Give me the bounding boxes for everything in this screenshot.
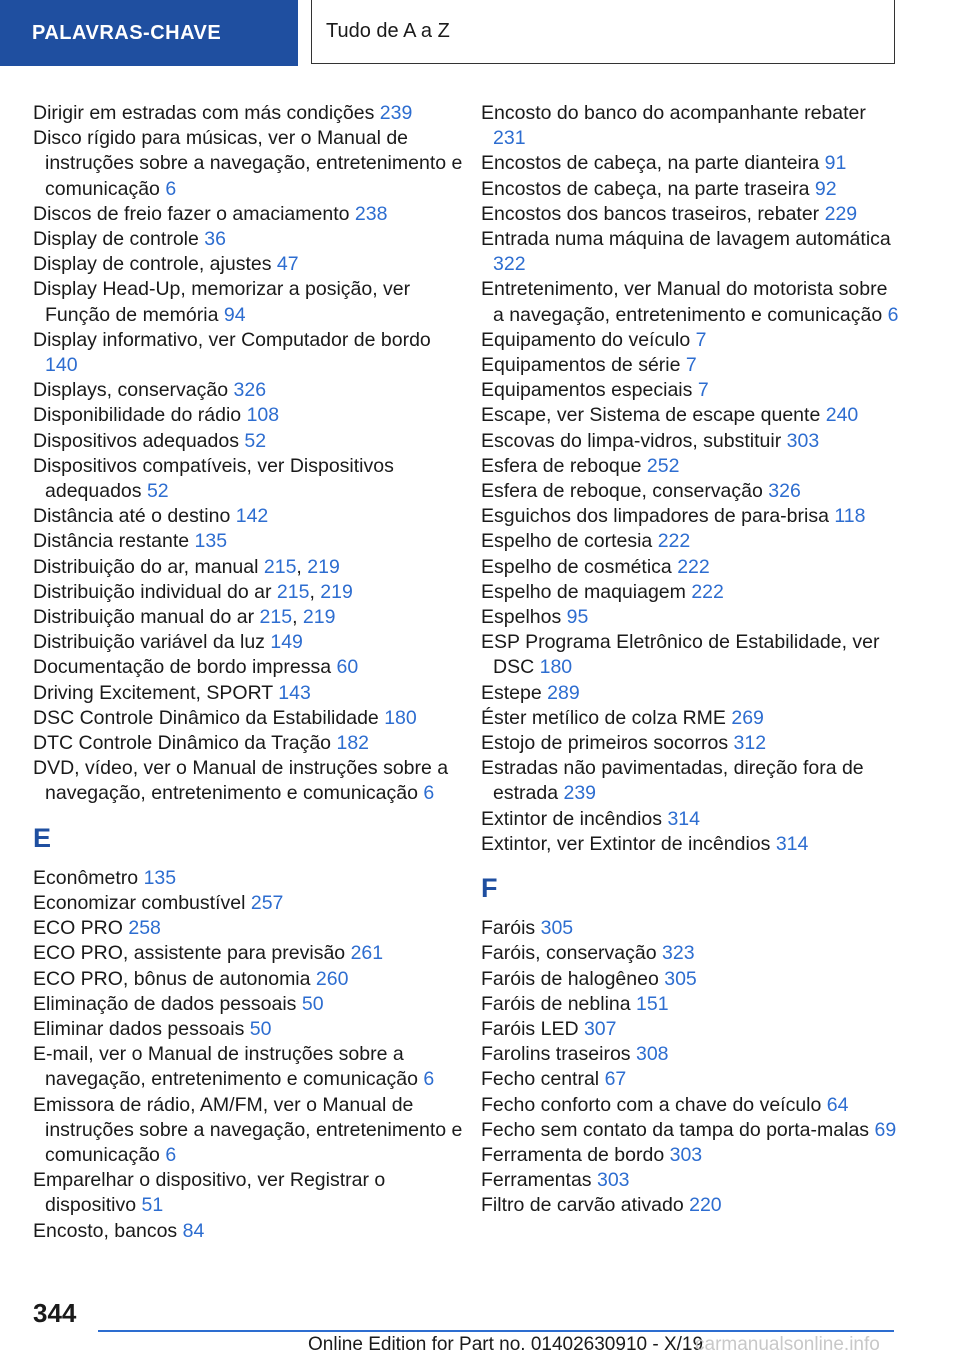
index-entry (481, 1193, 901, 1218)
footer-divider (98, 1330, 894, 1332)
page-link[interactable]: 135 (143, 866, 177, 889)
index-entry (33, 681, 463, 706)
page-link[interactable]: 308 (635, 1043, 669, 1066)
index-entry-text: Encostos de cabeça, na parte traseira (481, 177, 810, 200)
page-link[interactable]: 222 (677, 555, 710, 578)
index-entry: Distribuição manual do ar 215, 219 (33, 606, 336, 629)
page-link[interactable]: 222 (657, 530, 691, 553)
page-link[interactable]: 261 (350, 942, 384, 965)
page-link[interactable]: 252 (646, 454, 680, 477)
index-entry (481, 454, 901, 479)
index-entry-text: Entrada numa máquina de lavagem automática (481, 228, 891, 251)
index-entry (33, 655, 463, 680)
index-entry-text: Faróis (481, 917, 536, 940)
page-link[interactable]: 289 (547, 681, 580, 704)
page-link[interactable]: 222 (691, 580, 724, 603)
page-link[interactable]: 257 (250, 891, 284, 914)
page-link[interactable]: 303 (786, 429, 820, 452)
index-entry (481, 504, 901, 529)
index-entry-text: Faróis, conservação (481, 942, 657, 965)
index-entry (481, 630, 901, 680)
index-entry (33, 403, 463, 428)
index-entry (33, 328, 463, 378)
page-link[interactable]: 215 (263, 555, 297, 578)
page-link[interactable]: 140 (45, 354, 78, 377)
page-link[interactable]: 6 (887, 303, 899, 326)
index-entry (481, 1017, 901, 1042)
page-link[interactable]: 239 (379, 102, 413, 124)
index-entry-text: Estradas não pavimentadas, direção fora de estrada (481, 757, 864, 805)
page-link[interactable]: 92 (814, 177, 837, 200)
index-entry-text: Equipamentos de série (481, 354, 681, 377)
page-link[interactable]: 269 (731, 706, 764, 729)
page-header (0, 0, 960, 66)
footer-edition-text: Online Edition for Part no. 01402630910 - X/19 (308, 1334, 704, 1355)
page-link[interactable]: 36 (204, 228, 226, 251)
page-link[interactable]: 50 (301, 992, 324, 1015)
page-link[interactable]: 6 (165, 1143, 177, 1166)
page-link[interactable]: 215 (259, 606, 293, 629)
index-entry (481, 832, 901, 857)
index-entry-text: Estepe (481, 681, 542, 704)
index-entry (481, 1067, 901, 1092)
index-entry-text: Display de controle (33, 228, 199, 251)
index-entry-text: Fecho central (481, 1068, 600, 1091)
page-link[interactable]: 69 (874, 1118, 897, 1141)
index-entry (33, 101, 463, 126)
index-entry (481, 1118, 901, 1143)
index-entry (33, 529, 463, 554)
index-entry-text: Display de controle, ajustes (33, 253, 272, 276)
index-entry (33, 630, 463, 655)
index-entry-text: Escovas do limpa-vidros, substituir (481, 429, 782, 452)
index-entry-text: Eliminação de dados pessoais (33, 992, 297, 1015)
tab-keywords[interactable]: PALAVRAS-CHAVE (0, 0, 298, 66)
index-entry (33, 277, 463, 327)
index-entry-text: Econômetro (33, 866, 139, 889)
section-letter-e: E (33, 822, 52, 853)
index-entry (33, 941, 463, 966)
page-link[interactable]: 215 (276, 580, 310, 603)
page-link[interactable]: 118 (834, 505, 866, 528)
index-entry (481, 277, 901, 327)
index-entry-text: Encosto, bancos (33, 1219, 178, 1242)
index-entry (481, 151, 901, 176)
index-entry (33, 202, 463, 227)
section-letter-f: F (481, 873, 498, 904)
page-link[interactable]: 322 (493, 253, 526, 276)
index-entry-text: Ferramenta de bordo (481, 1143, 665, 1166)
page-link[interactable]: 84 (182, 1219, 205, 1242)
index-entry-text: Display Head-Up, memorizar a posição, ver Função de memória (33, 278, 411, 326)
page-link[interactable]: 91 (824, 152, 847, 175)
index-entry (33, 454, 463, 504)
page-link[interactable]: 229 (824, 202, 858, 225)
index-entry (481, 916, 901, 941)
index-entry (33, 504, 463, 529)
page-link[interactable]: 307 (583, 1017, 617, 1040)
index-entry (481, 353, 901, 378)
index-entry-text: Driving Excitement, SPORT (33, 681, 273, 704)
page-link[interactable]: 303 (596, 1169, 630, 1192)
index-entry (481, 992, 901, 1017)
page-link[interactable]: 135 (194, 530, 228, 553)
index-entry (481, 1093, 901, 1118)
index-entry-text: DVD, vídeo, ver o Manual de instruções sobre a navegação, entretenimento e comunicação (33, 757, 449, 805)
index-entry-text: Espelho de cortesia (481, 530, 653, 553)
index-entry (481, 177, 901, 202)
index-entry (481, 429, 901, 454)
page-link[interactable]: 326 (768, 480, 801, 503)
index-entry (481, 681, 901, 706)
page-link[interactable]: 219 (307, 555, 340, 578)
page-link[interactable]: 94 (223, 303, 246, 326)
index-entry-text: Faróis de halogêneo (481, 967, 659, 990)
watermark: carmanualsonline.info (695, 1334, 880, 1355)
index-entry-text: Fecho conforto com a chave do veículo (481, 1093, 822, 1116)
index-entry-text: ESP Programa Eletrônico de Estabilidade, ver DSC (481, 631, 880, 679)
index-entry-text: DTC Controle Dinâmico da Tração (33, 732, 332, 755)
page-link[interactable]: 260 (315, 967, 349, 990)
index-entry-text: Espelho de maquiagem (481, 580, 686, 603)
index-entry-text: Dirigir em estradas com más condições (33, 102, 375, 124)
index-entry-text: Emissora de rádio, AM/FM, ver o Manual de instruções sobre a navegação, entretenimento e comunicação (33, 1093, 463, 1166)
index-entry-text: Encostos dos bancos traseiros, rebater (481, 202, 820, 225)
page-link[interactable]: 60 (336, 656, 359, 679)
page-link[interactable]: 51 (141, 1194, 164, 1217)
index-entry-text: Distância restante (33, 530, 190, 553)
index-entry (33, 1219, 463, 1244)
index-entry (481, 967, 901, 992)
index-entry-text: Espelhos (481, 606, 562, 629)
page-link[interactable]: 6 (423, 1068, 435, 1091)
index-entry-text: Éster metílico de colza RME (481, 706, 726, 729)
index-entry-text: Extintor, ver Extintor de incêndios (481, 832, 771, 855)
index-entry (33, 1093, 463, 1169)
index-column-left (33, 101, 463, 1244)
page-link[interactable]: 52 (244, 429, 267, 452)
index-entry (481, 227, 901, 277)
page-link[interactable]: 7 (685, 354, 697, 377)
index-entry (33, 429, 463, 454)
index-entry-text: Emparelhar o dispositivo, ver Registrar o dispositivo (33, 1169, 386, 1217)
page-link[interactable]: 180 (539, 656, 573, 679)
index-entry-text: ECO PRO, assistente para previsão (33, 942, 346, 965)
index-entry (481, 555, 901, 580)
index-entry-text: Entretenimento, ver Manual do motorista sobre a navegação, entretenimento e comunicação (481, 278, 888, 326)
index-entry (481, 941, 901, 966)
page-link[interactable]: 47 (276, 253, 299, 276)
page-link[interactable]: 314 (775, 832, 809, 855)
index-entry-text: Faróis de neblina (481, 992, 631, 1015)
index-entry-text: Escape, ver Sistema de escape quente (481, 404, 821, 427)
index-entry-text: Esfera de reboque, conservação (481, 480, 763, 503)
page-link[interactable]: 151 (636, 992, 669, 1015)
index-entry-text: Disponibilidade do rádio (33, 404, 242, 427)
index-entry-text: Distância até o destino (33, 505, 231, 528)
index-entry-text: Disco rígido para músicas, ver o Manual de instruções sobre a navegação, entretenimento e comunicação (33, 127, 463, 200)
index-entry (33, 1042, 463, 1092)
index-entry (33, 916, 463, 941)
page-link[interactable]: 149 (270, 631, 303, 654)
index-entry-text: Esguichos dos limpadores de para-brisa (481, 505, 829, 528)
index-entry (481, 807, 901, 832)
page-link[interactable]: 314 (667, 807, 700, 830)
index-entry (33, 252, 463, 277)
index-entry (481, 529, 901, 554)
index-entry: Distribuição do ar, manual 215, 219 (33, 555, 340, 578)
page-link[interactable]: 326 (233, 379, 267, 402)
index-entry (481, 101, 901, 151)
index-entry (481, 731, 901, 756)
page-link[interactable]: 142 (235, 505, 269, 528)
index-entry-text: Esfera de reboque (481, 454, 642, 477)
index-entry-text: DSC Controle Dinâmico da Estabilidade (33, 706, 379, 729)
index-entry (33, 866, 463, 891)
index-entry: Distribuição individual do ar 215, 219 (33, 580, 353, 603)
page-number: 344 (33, 1298, 77, 1328)
page-link[interactable]: 323 (662, 942, 695, 965)
page-link[interactable]: 67 (604, 1068, 627, 1091)
index-entry-text: Display informativo, ver Computador de bordo (33, 328, 431, 351)
index-entry-text: Equipamentos especiais (481, 379, 693, 402)
index-entry-text: Displays, conservação (33, 379, 229, 402)
index-entry (481, 328, 901, 353)
index-entry (33, 967, 463, 992)
page-link[interactable]: 238 (354, 202, 388, 225)
page-link[interactable]: 220 (689, 1194, 722, 1217)
page-link[interactable]: 231 (493, 127, 526, 150)
index-entry (481, 580, 901, 605)
page-link[interactable]: 305 (540, 917, 574, 940)
index-entry (33, 378, 463, 403)
page-link[interactable]: 6 (423, 782, 435, 805)
page-link[interactable]: 50 (249, 1017, 272, 1040)
page-link[interactable]: 7 (695, 328, 707, 351)
index-entry-text: Equipamento do veículo (481, 328, 691, 351)
index-entry-text: E-mail, ver o Manual de instruções sobre a navegação, entretenimento e comunicação (33, 1043, 418, 1091)
index-entry-text: Documentação de bordo impressa (33, 656, 332, 679)
page-link[interactable]: 182 (336, 732, 370, 755)
index-entry (481, 706, 901, 731)
index-entry-text: Discos de freio fazer o amaciamento (33, 202, 350, 225)
index-entry-text: Distribuição manual do ar (33, 606, 255, 629)
index-entry (33, 706, 463, 731)
index-entry (481, 1143, 901, 1168)
index-entry (481, 378, 901, 403)
index-entry-text: Economizar combustível (33, 891, 246, 914)
index-entry-text: Distribuição variável da luz (33, 631, 265, 654)
page-link[interactable]: 180 (384, 706, 417, 729)
index-entry-text: Filtro de carvão ativado (481, 1194, 684, 1217)
index-entry (33, 992, 463, 1017)
index-entry-text: Ferramentas (481, 1169, 592, 1192)
index-entry (33, 1017, 463, 1042)
index-entry-text: Dispositivos compatíveis, ver Dispositivos adequados (33, 454, 394, 503)
index-entry-text: Espelho de cosmética (481, 555, 672, 578)
index-entry (481, 1042, 901, 1067)
index-entry (481, 1168, 901, 1193)
index-entry (481, 479, 901, 504)
page-link[interactable]: 143 (278, 681, 311, 704)
index-entry-text: ECO PRO, bônus de autonomia (33, 967, 311, 990)
index-entry-text: ECO PRO (33, 917, 123, 940)
page-link[interactable]: 240 (825, 404, 859, 427)
tab-a-to-z[interactable]: Tudo de A a Z (311, 0, 895, 64)
index-entry-text: Distribuição individual do ar (33, 580, 272, 603)
index-entry-text: Dispositivos adequados (33, 429, 239, 452)
index-entry (33, 731, 463, 756)
page-link[interactable]: 6 (165, 177, 177, 200)
page-link[interactable]: 108 (246, 404, 280, 427)
page-link[interactable]: 95 (566, 606, 589, 629)
index-entry-text: Extintor de incêndios (481, 807, 663, 830)
index-entry (33, 891, 463, 916)
page-link[interactable]: 52 (146, 480, 169, 503)
index-entry-text: Encostos de cabeça, na parte dianteira (481, 152, 820, 175)
index-entry (33, 1168, 463, 1218)
index-entry-text: Distribuição do ar, manual (33, 555, 259, 578)
page-link[interactable]: 219 (320, 580, 353, 603)
page-link[interactable]: 305 (664, 967, 697, 990)
index-entry (33, 756, 463, 806)
index-entry (33, 126, 463, 202)
index-entry (481, 403, 901, 428)
index-entry (33, 227, 463, 252)
page-link[interactable]: 7 (697, 379, 709, 402)
index-entry-text: Farolins traseiros (481, 1043, 631, 1066)
index-entry (481, 605, 901, 630)
page-link[interactable]: 64 (826, 1093, 849, 1116)
index-entry (481, 756, 901, 806)
page-link[interactable]: 239 (563, 782, 597, 805)
page-link[interactable]: 303 (669, 1143, 703, 1166)
index-entry-text: Eliminar dados pessoais (33, 1017, 245, 1040)
index-entry-text: Faróis LED (481, 1017, 579, 1040)
index-entry-text: Encosto do banco do acompanhante rebater (481, 102, 866, 124)
page-link[interactable]: 219 (302, 606, 336, 629)
index-entry-text: Estojo de primeiros socorros (481, 732, 729, 755)
index-entry (481, 202, 901, 227)
index-column-right (481, 101, 901, 1219)
page-link[interactable]: 312 (733, 732, 767, 755)
page-link[interactable]: 258 (128, 917, 161, 940)
index-entry-text: Fecho sem contato da tampa do porta-malas (481, 1118, 870, 1141)
